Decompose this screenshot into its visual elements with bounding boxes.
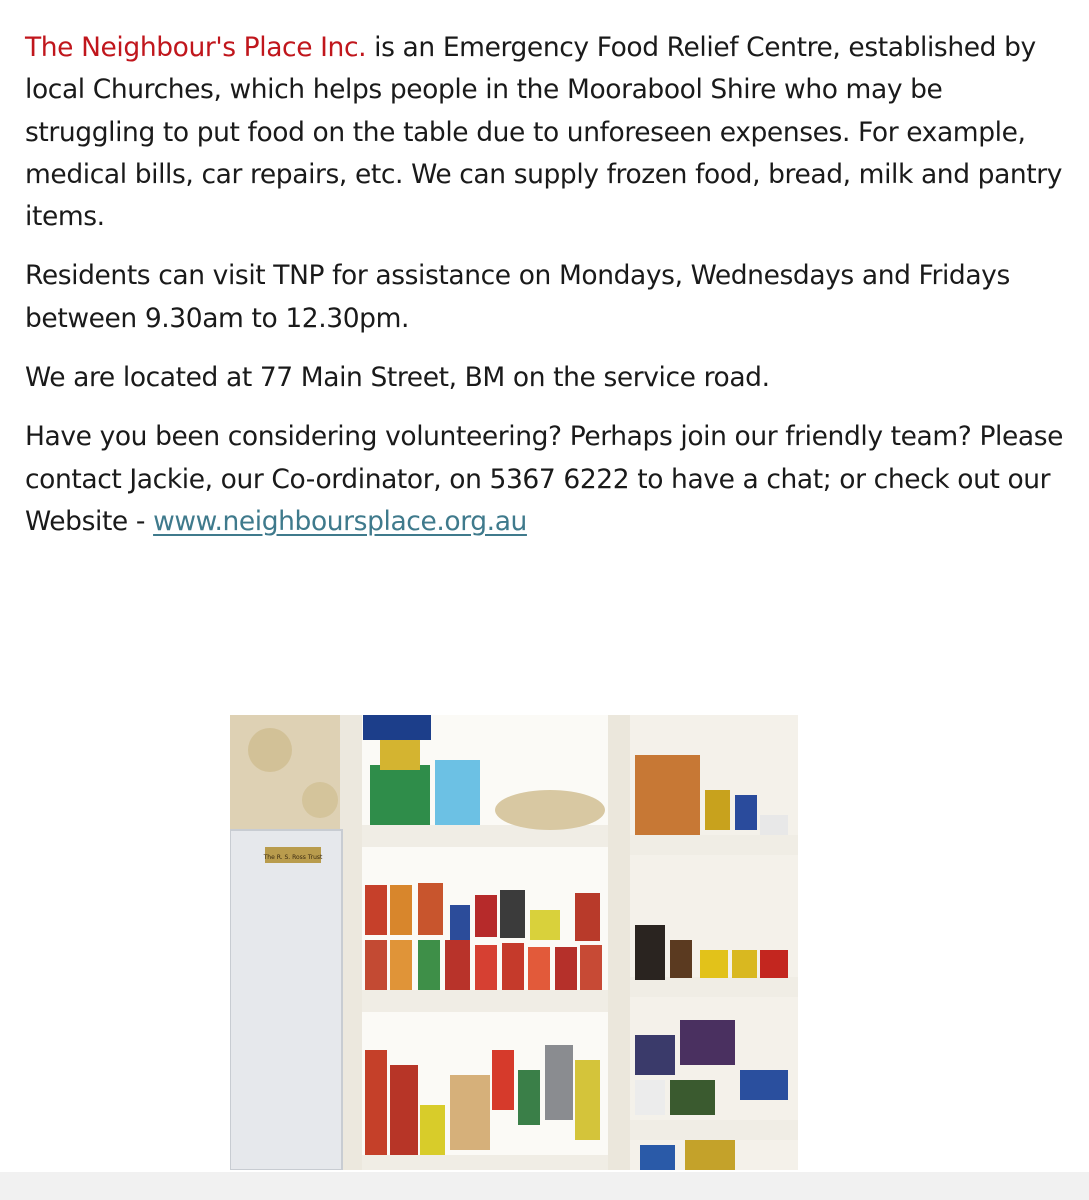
website-link[interactable]: www.neighboursplace.org.au bbox=[153, 505, 527, 537]
location-paragraph: We are located at 77 Main Street, BM on the service road. bbox=[25, 362, 770, 394]
volunteer-text: Have you been considering volunteering? Perhaps join our friendly team? Please contact Jackie, our Co-ordinator, on 5367 6222 to have a chat; or check out our Website - bbox=[25, 421, 1064, 537]
pantry-photo bbox=[230, 715, 798, 1170]
intro-text: is an Emergency Food Relief Centre, established by local Churches, which helps people in the Moorabool Shire who may be struggling to put food on the table due to unforeseen expenses. For example, medical bills, car repairs, etc. We can supply frozen food, bread, milk and pantry items. bbox=[25, 32, 1063, 233]
page-footer-bar bbox=[0, 1172, 1089, 1200]
plaque-text: The R. S. Ross Trust bbox=[263, 854, 323, 861]
article-body bbox=[25, 27, 1065, 560]
intro-paragraph bbox=[25, 27, 1065, 238]
organisation-name: The Neighbour's Place Inc. bbox=[25, 32, 367, 63]
volunteer-paragraph bbox=[25, 416, 1065, 543]
hours-paragraph: Residents can visit TNP for assistance on Mondays, Wednesdays and Fridays between 9.30am to 12.30pm. bbox=[25, 260, 1010, 334]
